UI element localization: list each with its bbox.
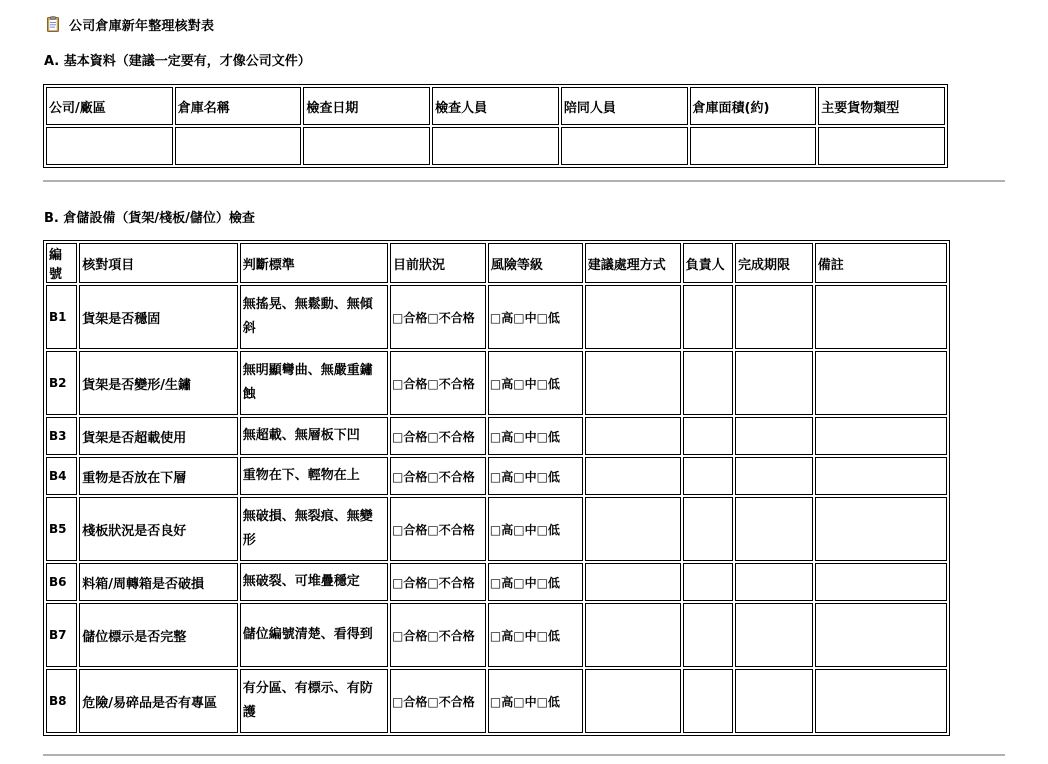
header-goods-type: 主要貨物類型: [818, 87, 945, 125]
row-status-checkbox[interactable]: □合格□不合格: [390, 497, 486, 561]
section-divider: [43, 180, 1005, 182]
row-item: 貨架是否穩固: [79, 285, 237, 349]
section-b-heading: B. 倉儲設備（貨架/棧板/儲位）檢查: [44, 211, 255, 226]
row-code: B4: [46, 457, 77, 495]
row-risk-checkbox[interactable]: □高□中□低: [488, 285, 583, 349]
section-divider: [43, 754, 1005, 756]
row-standard: 無明顯彎曲、無嚴重鏽蝕: [240, 351, 388, 415]
row-action-field[interactable]: [585, 497, 681, 561]
header-item: 核對項目: [79, 243, 237, 283]
row-note-field[interactable]: [815, 351, 947, 415]
row-deadline-field[interactable]: [735, 351, 813, 415]
header-standard: 判斷標準: [240, 243, 388, 283]
header-inspection-date: 檢查日期: [303, 87, 430, 125]
header-status: 目前狀況: [390, 243, 486, 283]
clipboard-icon: [47, 16, 59, 32]
row-action-field[interactable]: [585, 603, 681, 667]
row-status-checkbox[interactable]: □合格□不合格: [390, 351, 486, 415]
basic-info-table: [43, 84, 948, 168]
row-risk-checkbox[interactable]: □高□中□低: [488, 457, 583, 495]
row-note-field[interactable]: [815, 285, 947, 349]
table-row: [46, 351, 947, 415]
document-title: 公司倉庫新年整理核對表: [69, 18, 215, 34]
row-note-field[interactable]: [815, 603, 947, 667]
row-deadline-field[interactable]: [735, 285, 813, 349]
row-deadline-field[interactable]: [735, 417, 813, 455]
row-standard: 無搖晃、無鬆動、無傾斜: [240, 285, 388, 349]
table-row: [46, 497, 947, 561]
table-header-row: [46, 243, 947, 283]
row-action-field[interactable]: [585, 457, 681, 495]
row-owner-field[interactable]: [683, 563, 733, 601]
header-note: 備註: [815, 243, 947, 283]
row-deadline-field[interactable]: [735, 563, 813, 601]
row-note-field[interactable]: [815, 669, 947, 733]
row-deadline-field[interactable]: [735, 669, 813, 733]
basic-info-value-row: [46, 127, 945, 165]
header-warehouse-name: 倉庫名稱: [175, 87, 302, 125]
row-note-field[interactable]: [815, 457, 947, 495]
row-standard: 重物在下、輕物在上: [240, 457, 388, 495]
row-status-checkbox[interactable]: □合格□不合格: [390, 563, 486, 601]
row-owner-field[interactable]: [683, 417, 733, 455]
row-owner-field[interactable]: [683, 351, 733, 415]
row-risk-checkbox[interactable]: □高□中□低: [488, 563, 583, 601]
row-item: 棧板狀況是否良好: [79, 497, 237, 561]
row-risk-checkbox[interactable]: □高□中□低: [488, 603, 583, 667]
row-item: 貨架是否超載使用: [79, 417, 237, 455]
header-action: 建議處理方式: [585, 243, 681, 283]
row-item: 儲位標示是否完整: [79, 603, 237, 667]
row-standard: 有分區、有標示、有防護: [240, 669, 388, 733]
section-a-heading: A. 基本資料（建議一定要有，才像公司文件）: [44, 54, 311, 69]
row-action-field[interactable]: [585, 563, 681, 601]
row-owner-field[interactable]: [683, 669, 733, 733]
value-company[interactable]: [46, 127, 173, 165]
row-standard: 儲位編號清楚、看得到: [240, 603, 388, 667]
row-item: 重物是否放在下層: [79, 457, 237, 495]
header-owner: 負責人: [683, 243, 733, 283]
row-note-field[interactable]: [815, 497, 947, 561]
row-status-checkbox[interactable]: □合格□不合格: [390, 417, 486, 455]
value-area[interactable]: [690, 127, 817, 165]
value-escort[interactable]: [561, 127, 688, 165]
row-code: B3: [46, 417, 77, 455]
row-standard: 無破裂、可堆疊穩定: [240, 563, 388, 601]
row-status-checkbox[interactable]: □合格□不合格: [390, 669, 486, 733]
row-deadline-field[interactable]: [735, 457, 813, 495]
row-code: B1: [46, 285, 77, 349]
row-code: B7: [46, 603, 77, 667]
storage-equipment-table: [43, 240, 950, 736]
row-action-field[interactable]: [585, 351, 681, 415]
row-note-field[interactable]: [815, 563, 947, 601]
row-item: 料箱/周轉箱是否破損: [79, 563, 237, 601]
header-company: 公司/廠區: [46, 87, 173, 125]
row-standard: 無超載、無層板下凹: [240, 417, 388, 455]
table-row: [46, 603, 947, 667]
row-standard: 無破損、無裂痕、無變形: [240, 497, 388, 561]
table-row: [46, 669, 947, 733]
row-risk-checkbox[interactable]: □高□中□低: [488, 497, 583, 561]
row-risk-checkbox[interactable]: □高□中□低: [488, 417, 583, 455]
row-code: B5: [46, 497, 77, 561]
value-goods-type[interactable]: [818, 127, 945, 165]
header-risk: 風險等級: [488, 243, 583, 283]
table-row: [46, 417, 947, 455]
table-row: [46, 563, 947, 601]
row-action-field[interactable]: [585, 285, 681, 349]
row-action-field[interactable]: [585, 417, 681, 455]
value-warehouse-name[interactable]: [175, 127, 302, 165]
row-code: B8: [46, 669, 77, 733]
row-risk-checkbox[interactable]: □高□中□低: [488, 669, 583, 733]
row-item: 危險/易碎品是否有專區: [79, 669, 237, 733]
row-code: B6: [46, 563, 77, 601]
header-deadline: 完成期限: [735, 243, 813, 283]
row-deadline-field[interactable]: [735, 497, 813, 561]
table-row: [46, 285, 947, 349]
row-code: B2: [46, 351, 77, 415]
value-inspector[interactable]: [432, 127, 559, 165]
row-owner-field[interactable]: [683, 285, 733, 349]
header-escort: 陪同人員: [561, 87, 688, 125]
header-code: 編號: [46, 243, 77, 283]
row-risk-checkbox[interactable]: □高□中□低: [488, 351, 583, 415]
header-area: 倉庫面積(約): [690, 87, 817, 125]
row-item: 貨架是否變形/生鏽: [79, 351, 237, 415]
row-owner-field[interactable]: [683, 457, 733, 495]
row-deadline-field[interactable]: [735, 603, 813, 667]
row-status-checkbox[interactable]: □合格□不合格: [390, 603, 486, 667]
header-inspector: 檢查人員: [432, 87, 559, 125]
row-status-checkbox[interactable]: □合格□不合格: [390, 457, 486, 495]
row-action-field[interactable]: [585, 669, 681, 733]
row-note-field[interactable]: [815, 417, 947, 455]
table-row: [46, 457, 947, 495]
row-status-checkbox[interactable]: □合格□不合格: [390, 285, 486, 349]
row-owner-field[interactable]: [683, 497, 733, 561]
row-owner-field[interactable]: [683, 603, 733, 667]
value-inspection-date[interactable]: [303, 127, 430, 165]
basic-info-header-row: [46, 87, 945, 125]
document-title-row: [47, 13, 214, 35]
